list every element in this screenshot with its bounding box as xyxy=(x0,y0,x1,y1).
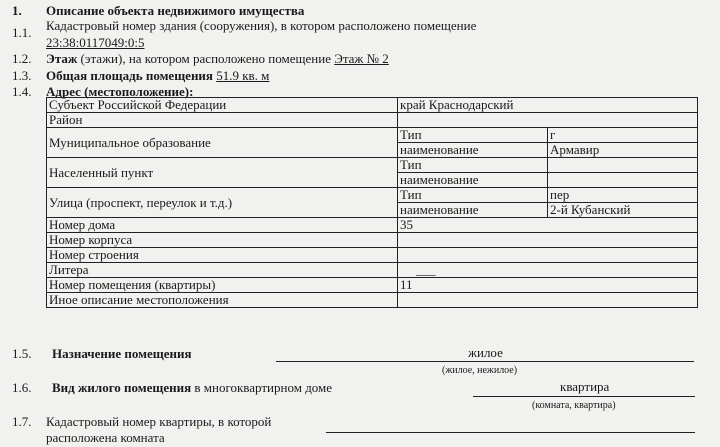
street-type-value: пер xyxy=(548,188,698,203)
other-location-label: Иное описание местоположения xyxy=(47,293,398,308)
item-1-5-number: 1.5. xyxy=(12,346,32,361)
purpose-caption: (жилое, нежилое) xyxy=(442,365,518,376)
item-1-1-label: Кадастровый номер здания (сооружения), в котором расположено помещение xyxy=(46,18,477,33)
subject-label: Субъект Российской Федерации xyxy=(47,98,398,113)
table-row xyxy=(47,188,698,203)
street-name-label: наименование xyxy=(398,203,548,218)
dwelling-type-underline xyxy=(473,396,695,397)
cadastral-number-value: 23:38:0117049:0:5 xyxy=(46,35,145,50)
house-label: Номер дома xyxy=(47,218,398,233)
dwelling-type-value: квартира xyxy=(560,379,610,394)
section-number: 1. xyxy=(12,3,22,18)
table-row xyxy=(47,293,698,308)
building-label: Номер строения xyxy=(47,248,398,263)
item-1-6-number: 1.6. xyxy=(12,380,32,395)
settlement-name-label: наименование xyxy=(398,173,548,188)
dwelling-type-label-bold: Вид жилого помещения xyxy=(52,380,192,395)
settlement-name-value xyxy=(548,173,698,188)
item-1-3-label xyxy=(46,69,269,83)
purpose-value: жилое xyxy=(468,345,503,360)
table-row xyxy=(47,278,698,293)
table-row xyxy=(47,233,698,248)
municipal-type-value: г xyxy=(548,128,698,143)
municipal-label: Муниципальное образование xyxy=(47,128,398,158)
item-1-7-label-line1: Кадастровый номер квартиры, в которой xyxy=(46,414,272,429)
item-1-6-label xyxy=(52,381,332,395)
corpus-value xyxy=(398,233,698,248)
municipal-name-value: Армавир xyxy=(548,143,698,158)
area-value: 51.9 кв. м xyxy=(216,68,270,83)
table-row xyxy=(47,158,698,173)
table-row xyxy=(47,218,698,233)
dwelling-type-caption: (комната, квартира) xyxy=(532,400,616,411)
corpus-label: Номер корпуса xyxy=(47,233,398,248)
section-title: Описание объекта недвижимого имущества xyxy=(46,3,305,18)
litera-label: Литера xyxy=(47,263,398,278)
table-row xyxy=(47,263,698,278)
house-value: 35 xyxy=(398,218,698,233)
street-label: Улица (проспект, переулок и т.д.) xyxy=(47,188,398,218)
municipal-name-label: наименование xyxy=(398,143,548,158)
litera-value: ___ xyxy=(398,263,698,278)
table-row xyxy=(47,248,698,263)
subject-value: край Краснодарский xyxy=(398,98,698,113)
floor-label-bold: Этаж xyxy=(46,51,78,66)
street-type-label: Тип xyxy=(398,188,548,203)
purpose-underline xyxy=(276,361,694,362)
settlement-label: Населенный пункт xyxy=(47,158,398,188)
dwelling-type-label-rest: в многоквартирном доме xyxy=(194,380,333,395)
flat-label: Номер помещения (квартиры) xyxy=(47,278,398,293)
table-row xyxy=(47,113,698,128)
item-1-3-number: 1.3. xyxy=(12,68,32,83)
room-cadastral-underline xyxy=(326,432,695,433)
address-table xyxy=(46,97,698,308)
table-row xyxy=(47,128,698,143)
table-row xyxy=(47,98,698,113)
district-label: Район xyxy=(47,113,398,128)
building-value xyxy=(398,248,698,263)
floor-label-rest: (этажи), на котором расположено помещение xyxy=(80,51,331,66)
area-label: Общая площадь помещения xyxy=(46,68,213,83)
flat-value: 11 xyxy=(398,278,698,293)
item-1-7-number: 1.7. xyxy=(12,414,32,429)
item-1-7-label-line2: расположена комната xyxy=(46,430,165,445)
settlement-type-label: Тип xyxy=(398,158,548,173)
floor-value: Этаж № 2 xyxy=(334,51,389,66)
settlement-type-value xyxy=(548,158,698,173)
street-name-value: 2-й Кубанский xyxy=(548,203,698,218)
municipal-type-label: Тип xyxy=(398,128,548,143)
item-1-1-number: 1.1. xyxy=(12,25,32,40)
other-location-value xyxy=(398,293,698,308)
item-1-4-number: 1.4. xyxy=(12,84,32,99)
address-heading: Адрес (местоположение): xyxy=(46,84,194,99)
purpose-label: Назначение помещения xyxy=(52,346,192,361)
item-1-2-number: 1.2. xyxy=(12,51,32,66)
item-1-2-label xyxy=(46,52,389,66)
district-value xyxy=(398,113,698,128)
